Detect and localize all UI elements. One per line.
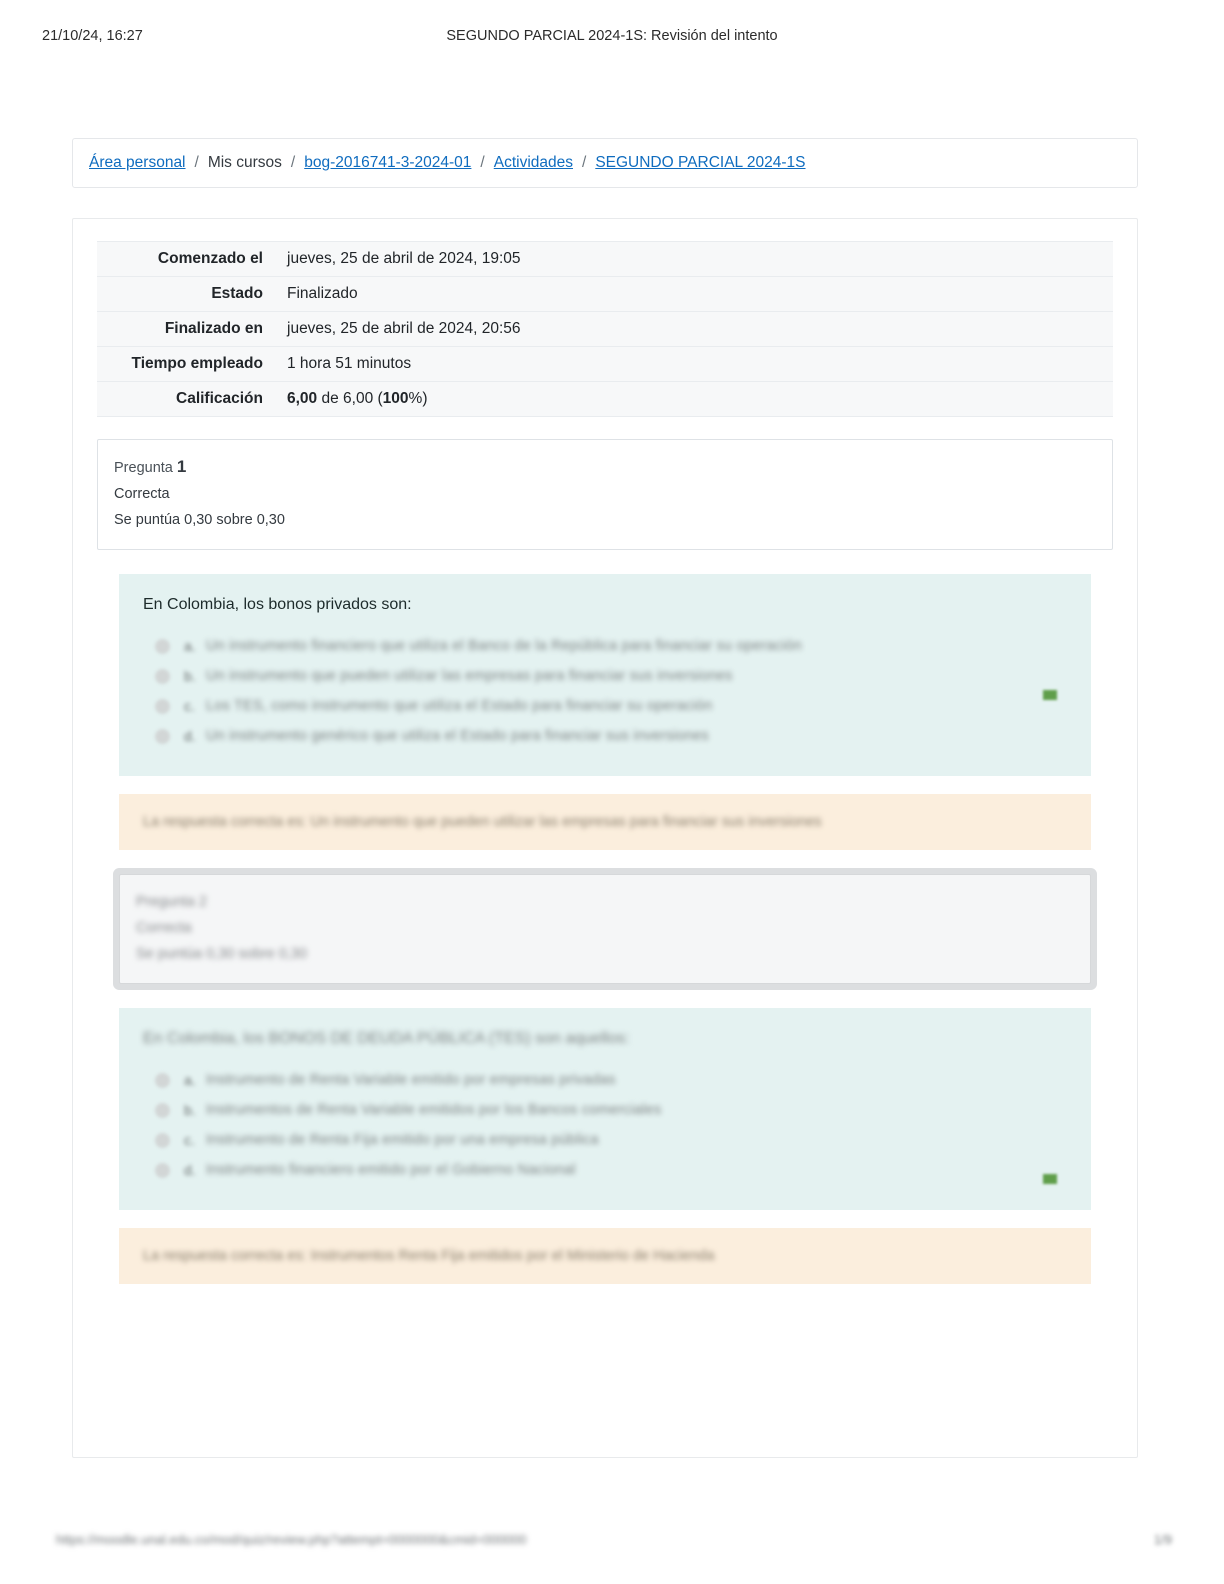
option-text: Un instrumento que pueden utilizar las empresas para financiar sus inversiones <box>206 668 733 684</box>
correct-check-icon <box>1043 1174 1057 1184</box>
grade-percent: 100 <box>382 390 409 407</box>
list-item[interactable] <box>155 1130 1067 1150</box>
print-footer-url: https://moodle.unal.edu.co/mod/quiz/review.php?attempt=0000000&cmid=000000 <box>56 1532 527 1547</box>
print-header-title: SEGUNDO PARCIAL 2024-1S: Revisión del intento <box>446 28 778 44</box>
breadcrumb-separator: / <box>582 154 587 171</box>
option-text: Instrumento de Renta Fija emitido por una empresa pública <box>206 1132 599 1148</box>
summary-value-finished: jueves, 25 de abril de 2024, 20:56 <box>275 312 1113 347</box>
breadcrumb-separator: / <box>194 154 199 171</box>
question-2-number-line <box>136 889 1074 915</box>
option-letter: d. <box>184 1162 196 1178</box>
question-2-text: En Colombia, los BONOS DE DEUDA PÚBLICA (TES) son aquellos: <box>143 1030 630 1047</box>
question-2-state: Correcta <box>136 920 192 936</box>
radio-icon[interactable] <box>155 669 170 684</box>
list-item[interactable] <box>155 1070 1067 1090</box>
summary-label-grade: Calificación <box>97 382 275 417</box>
list-item[interactable] <box>155 1100 1067 1120</box>
option-letter: c. <box>184 1132 195 1148</box>
summary-label-started: Comenzado el <box>97 242 275 277</box>
table-row <box>97 312 1113 347</box>
breadcrumb-item-area-personal[interactable]: Área personal <box>89 154 186 171</box>
question-number: 1 <box>176 457 187 476</box>
content-frame <box>72 138 1138 1458</box>
summary-label-time: Tiempo empleado <box>97 347 275 382</box>
breadcrumb-item-actividades[interactable]: Actividades <box>493 154 573 171</box>
radio-icon[interactable] <box>155 639 170 654</box>
question-2-info <box>119 874 1091 984</box>
question-2-points: Se puntúa 0,30 sobre 0,30 <box>136 946 307 962</box>
summary-value-time: 1 hora 51 minutos <box>275 347 1113 382</box>
list-item[interactable] <box>155 726 1067 746</box>
attempt-review-card <box>72 218 1138 1458</box>
radio-icon[interactable] <box>155 729 170 744</box>
table-row <box>97 277 1113 312</box>
option-letter: b. <box>184 668 196 684</box>
correct-check-icon <box>1043 690 1057 700</box>
question-number: 2 <box>198 894 207 910</box>
list-item[interactable] <box>155 666 1067 686</box>
print-header <box>0 28 1224 52</box>
summary-value-state: Finalizado <box>275 277 1113 312</box>
breadcrumb <box>72 138 1138 188</box>
attempt-summary-table <box>97 241 1113 417</box>
question-1-answer-list <box>143 636 1067 746</box>
summary-label-state: Estado <box>97 277 275 312</box>
option-text: Instrumento de Renta Variable emitido por empresas privadas <box>206 1072 616 1088</box>
breadcrumb-item-mis-cursos: Mis cursos <box>207 154 282 171</box>
option-text: Un instrumento financiero que utiliza el Banco de la República para financiar su operación <box>206 638 802 654</box>
radio-icon[interactable] <box>155 1103 170 1118</box>
list-item[interactable] <box>155 696 1067 716</box>
print-footer <box>0 1532 1224 1550</box>
summary-value-grade <box>275 382 1113 417</box>
breadcrumb-item-course[interactable]: bog-2016741-3-2024-01 <box>304 154 472 171</box>
breadcrumb-item-quiz[interactable]: SEGUNDO PARCIAL 2024-1S <box>595 154 806 171</box>
question-1-body <box>119 574 1091 776</box>
radio-icon[interactable] <box>155 1133 170 1148</box>
print-footer-page-number: 1/9 <box>1153 1532 1172 1547</box>
breadcrumb-separator: / <box>480 154 485 171</box>
question-2-feedback-text: La respuesta correcta es: Instrumentos Renta Fija emitidos por el Ministerio de Hacienda <box>143 1248 715 1264</box>
option-letter: a. <box>184 1072 196 1088</box>
option-text: Instrumento financiero emitido por el Gobierno Nacional <box>206 1162 576 1178</box>
option-text: Instrumentos de Renta Variable emitidos por los Bancos comerciales <box>206 1102 662 1118</box>
list-item[interactable] <box>155 1160 1067 1180</box>
summary-label-finished: Finalizado en <box>97 312 275 347</box>
question-2-body <box>119 1008 1091 1210</box>
option-letter: a. <box>184 638 196 654</box>
print-header-datetime: 21/10/24, 16:27 <box>42 28 143 44</box>
table-row <box>97 382 1113 417</box>
option-text: Los TES, como instrumento que utiliza el Estado para financiar su operación <box>206 698 713 714</box>
table-row <box>97 347 1113 382</box>
grade-score: 6,00 <box>287 390 318 407</box>
option-letter: d. <box>184 728 196 744</box>
option-text: Un instrumento genérico que utiliza el Estado para financiar sus inversiones <box>206 728 709 744</box>
question-1-feedback <box>119 794 1091 850</box>
question-1-state: Correcta <box>114 486 170 502</box>
grade-of: de 6,00 ( <box>321 390 383 407</box>
question-label: Pregunta <box>136 894 195 910</box>
grade-percent-suffix: %) <box>408 390 428 407</box>
question-label: Pregunta <box>114 460 173 476</box>
radio-icon[interactable] <box>155 699 170 714</box>
summary-value-started: jueves, 25 de abril de 2024, 19:05 <box>275 242 1113 277</box>
question-2-answer-list <box>143 1070 1067 1180</box>
question-1-feedback-text: La respuesta correcta es: Un instrumento que pueden utilizar las empresas para financiar sus inversiones <box>143 814 822 830</box>
radio-icon[interactable] <box>155 1073 170 1088</box>
table-row <box>97 242 1113 277</box>
question-1-text: En Colombia, los bonos privados son: <box>143 596 412 613</box>
question-1-number-line <box>114 454 1096 481</box>
breadcrumb-separator: / <box>290 154 296 171</box>
option-letter: c. <box>184 698 195 714</box>
question-2-feedback <box>119 1228 1091 1284</box>
option-letter: b. <box>184 1102 196 1118</box>
question-1-points: Se puntúa 0,30 sobre 0,30 <box>114 512 285 528</box>
question-1-info <box>97 439 1113 550</box>
list-item[interactable] <box>155 636 1067 656</box>
radio-icon[interactable] <box>155 1163 170 1178</box>
